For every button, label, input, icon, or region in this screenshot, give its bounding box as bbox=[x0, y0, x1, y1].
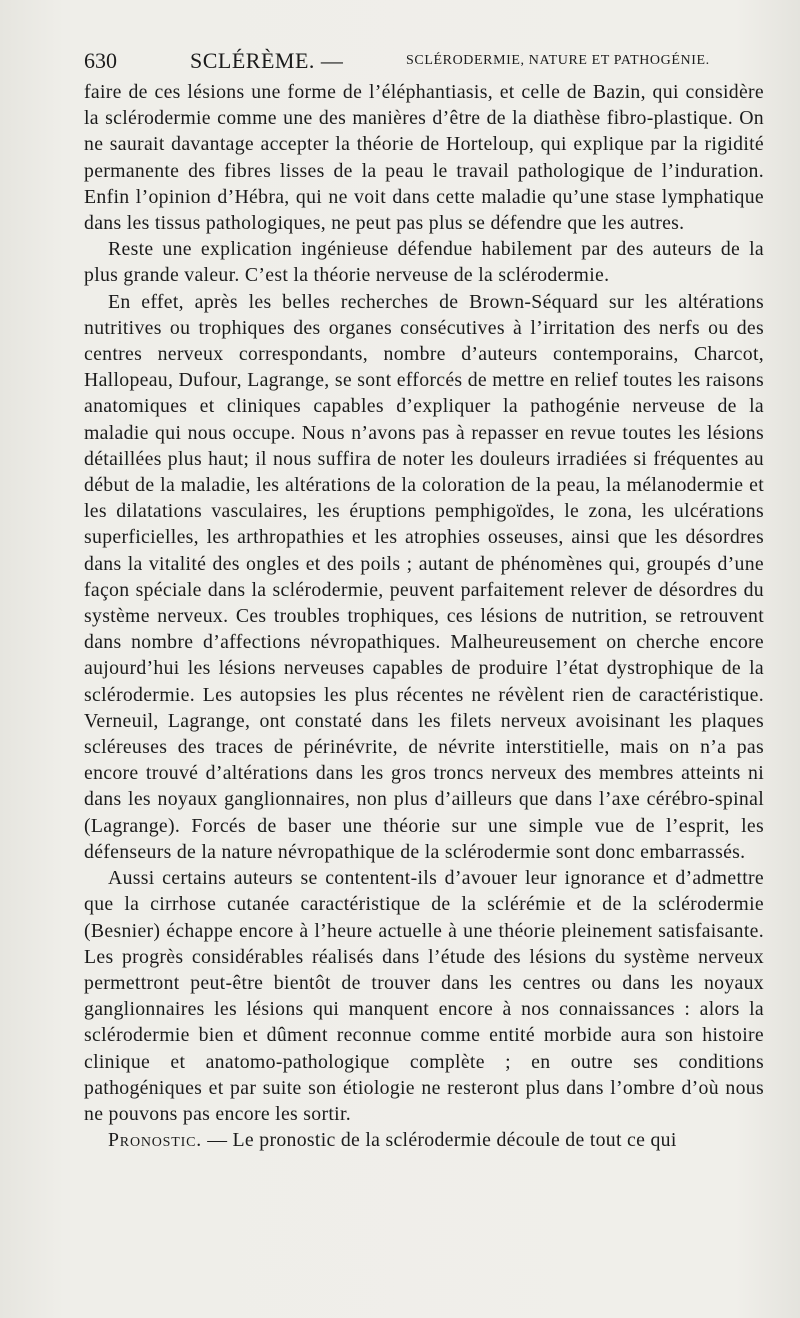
paragraph-4: Aussi certains auteurs se contentent-ils d’avouer leur ignorance et d’admettre que la cirrhose cutanée caractéristique de la sclérémie et de la sclérodermie (Besnier) échappe encore à l’heure actuelle à une théorie pleinement satisfaisante. Les progrès considérables réalisés dans l’étude des lésions du système nerveux permettront peut-être bientôt de trouver dans les centres ou dans les noyaux ganglionnaires les lésions qui manquent encore à nos connaissances : alors la sclérodermie bien et dûment reconnue comme entité morbide aura son histoire clinique et anatomo-pathologique complète ; en outre ses conditions pathogéniques et par suite son étiologie ne resteront plus dans l’ombre d’où nous ne pouvons pas encore les sortir. bbox=[84, 867, 764, 1125]
page-number: 630 bbox=[84, 48, 117, 73]
running-subtitle: SCLÉRODERMIE, NATURE ET PATHOGÉNIE. bbox=[406, 53, 710, 68]
paragraph-2: Reste une explication ingénieuse défendue habilement par des auteurs de la plus grande valeur. C’est la théorie nerveuse de la sclérodermie. bbox=[84, 238, 764, 287]
paragraph-3: En effet, après les belles recherches de Brown-Séquard sur les altérations nutritives ou trophiques des organes consécutives à l’irritation des nerfs ou des centres nerveux correspondants, nombre d’auteurs contemporains, Charcot, Hallopeau, Dufour, Lagrange, se sont efforcés de mettre en relief toutes les raisons anatomiques et cliniques capables d’expliquer la pathogénie nerveuse de la maladie qui nous occupe. Nous n’avons pas à repasser en revue toutes les lésions détaillées plus haut; il nous suffira de noter les douleurs irradiées si fréquentes au début de la maladie, les altérations de la coloration de la peau, la mélanodermie et les dilatations vasculaires, les éruptions pemphigoïdes, le zona, les ulcérations superficielles, les arthropathies et les atrophies osseuses, ainsi que les désordres dans la vitalité des ongles et des poils ; autant de phénomènes qui, groupés d’une façon spéciale dans la sclérodermie, peuvent parfaitement relever de désordres du système nerveux. Ces troubles trophiques, ces lésions de nutrition, se retrouvent dans nombre d’affections névropathiques. Malheureusement on cherche encore aujourd’hui les lésions nerveuses capables de produire l’état dystrophique de la sclérodermie. Les autopsies les plus récentes ne révèlent rien de caractéristique. Verneuil, Lagrange, ont constaté dans les filets nerveux avoisinant les plaques scléreuses des traces de périnévrite, de névrite interstitielle, mais on n’a pas encore trouvé d’altérations dans les gros troncs nerveux des membres atteints ni dans les noyaux ganglionnaires, non plus d’ailleurs que dans l’axe cérébro-spinal (Lagrange). Forcés de baser une théorie sur une simple vue de l’esprit, les défenseurs de la nature névropathique de la sclérodermie sont donc embarrassés. bbox=[84, 290, 764, 863]
paragraph-1: faire de ces lésions une forme de l’éléphantiasis, et celle de Bazin, qui considère la sclérodermie comme une des manières d’être de la diathèse fibro-plastique. On ne saurait davantage accepter la théorie de Horteloup, qui explique par la rigidité permanente des fibres lisses de la peau le travail pathologique de l’induration. Enfin l’opinion d’Hébra, qui ne voit dans cette maladie qu’une stase lymphatique dans les tissus pathologiques, ne peut pas plus se défendre que les autres. bbox=[84, 81, 764, 235]
running-title: SCLÉRÈME. — bbox=[190, 48, 344, 73]
paragraph-5-text: — Le pronostic de la sclérodermie découle de tout ce qui bbox=[201, 1129, 677, 1152]
section-label-pronostic: Pronostic. bbox=[108, 1129, 202, 1152]
paragraph-5 bbox=[84, 1127, 764, 1153]
running-header bbox=[84, 48, 764, 76]
body-text bbox=[84, 79, 764, 1153]
